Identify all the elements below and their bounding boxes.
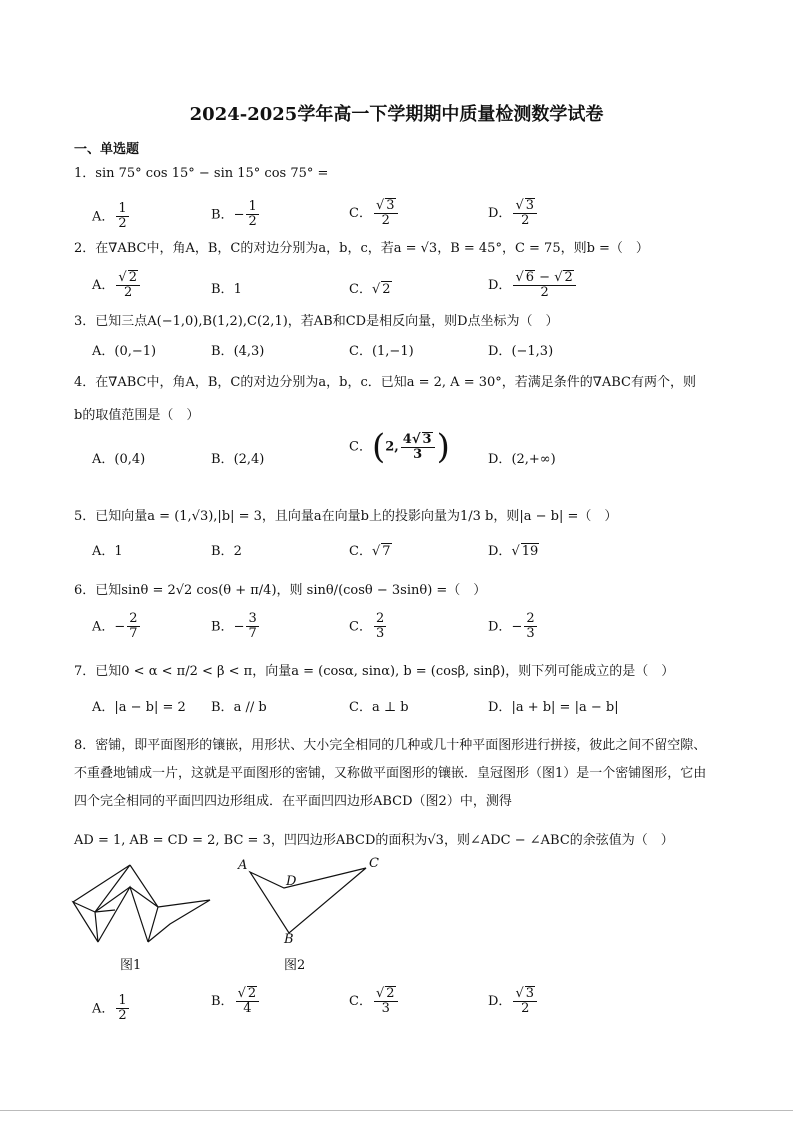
q5-option-d[interactable]: D．√ 19 [488,544,539,559]
q1-option-d[interactable]: D． $\frac{√ 3}{2}$ [488,198,539,229]
q1-option-b[interactable]: B．− $\frac{1}{2}$ [211,199,257,230]
question-stem: 已知0 < α < π/2 < β < π，向量a = (cosα, sinα), b = (cosβ, sinβ)，则下列可能成立的是（ ） [95,664,675,679]
q2-option-d[interactable]: D． $\frac{√ 6 - √ 2}{2}$ [488,270,578,301]
crown-piece-7 [148,907,158,942]
q4-option-c[interactable]: C．(2, $\frac{4√ 3}{3}$ ) [349,427,450,467]
q5-option-b[interactable]: B．2 [211,544,242,559]
q7-option-b[interactable]: B．a // b [211,700,267,715]
question-stem: 已知向量a = (1,√3),|b| = 3，且向量a在向量b上的投影向量为1/3 b，则|a − b| =（ ） [95,509,618,524]
q6-option-c[interactable]: C． $\frac{2}{3}$ [349,611,385,642]
page-title: 2024-2025学年高一下学期期中质量检测数学试卷 [189,104,604,125]
q4-option-b[interactable]: B．(2,4) [211,452,265,467]
point-a-label: A [238,858,248,873]
q7-option-a[interactable]: A．|a − b| = 2 [92,700,186,715]
point-d-label: D [286,874,297,889]
q5-option-c[interactable]: C．√ 7 [349,544,391,559]
q7-option-d[interactable]: D．|a + b| = |a − b| [488,700,619,715]
q3-option-a[interactable]: A．(0,−1) [92,344,157,359]
q4-option-d[interactable]: D．(2,+∞) [488,452,556,467]
q1-option-a[interactable]: A． $\frac{1}{2}$ [92,201,127,232]
question-7: 7．已知0 < α < π/2 < β < π，向量a = (cosα, sinα), b = (cosβ, sinβ)，则下列可能成立的是（ ） [74,664,675,679]
question-6: 6．已知sinθ = 2√2 cos(θ + π/4)，则 sinθ/(cosθ − 3sinθ) =（ ） [74,583,487,598]
q7-option-c[interactable]: C．a ⊥ b [349,700,409,715]
q6-option-a[interactable]: A．− $\frac{2}{7}$ [92,611,138,642]
question-stem: 在∇ABC中，角A，B，C的对边分别为a，b，c，若a = √3，B = 45°，C = 75，则b =（ ） [95,241,649,256]
figure-1-label: 图1 [120,958,142,973]
q2-option-b[interactable]: B．1 [211,282,242,297]
crown-piece-2 [73,865,130,912]
question-2: 2．在∇ABC中，角A，B，C的对边分别为a，b，c，若a = √3，B = 45°，C = 75，则b =（ ） [74,241,649,256]
q1-option-c[interactable]: C． $\frac{√ 3}{2}$ [349,198,400,229]
question-8-condition: AD = 1, AB = CD = 2, BC = 3，凹四边形ABCD的面积为√3，则∠ADC − ∠ABC的余弦值为（ ） [74,833,674,848]
question-3: 3．已知三点A(−1,0),B(1,2),C(2,1)，若AB和CD是相反向量，则D点坐标为（ ） [74,314,559,329]
q8-option-c[interactable]: C． $\frac{√ 2}{3}$ [349,986,400,1017]
figure-2-label: 图2 [284,958,306,973]
question-1 [74,162,328,181]
q6-option-b[interactable]: B．− $\frac{3}{7}$ [211,611,257,642]
q3-option-c[interactable]: C．(1,−1) [349,344,414,359]
q3-option-b[interactable]: B．(4,3) [211,344,265,359]
q2-option-a[interactable]: A． $\frac{√ 2}{2}$ [92,270,142,301]
q6-option-d[interactable]: D．− $\frac{2}{3}$ [488,611,535,642]
question-stem: 已知三点A(−1,0),B(1,2),C(2,1)，若AB和CD是相反向量，则D点坐标为（ ） [95,314,559,329]
question-stem: 已知sinθ = 2√2 cos(θ + π/4)，则 sinθ/(cosθ − 3sinθ) =（ ） [95,583,487,598]
section-heading: 一、单选题 [74,142,140,157]
q3-option-d[interactable]: D．(−1,3) [488,344,554,359]
question-5: 5．已知向量a = (1,√3),|b| = 3，且向量a在向量b上的投影向量为1/3 b，则|a − b| =（ ） [74,509,618,524]
point-b-label: B [284,932,294,947]
q5-option-a[interactable]: A．1 [92,544,123,559]
question-stem: sin 75° cos 15° − sin 15° cos 75° = [95,166,329,181]
q8-option-b[interactable]: B． $\frac{√ 2}{4}$ [211,986,261,1017]
crown-piece-4 [98,887,148,942]
question-4-line1: 4．在∇ABC中，角A，B，C的对边分别为a，b，c．已知a = 2, A = 30°，若满足条件的∇ABC有两个，则 [74,375,696,390]
page-bottom-rule [0,1110,793,1111]
crown-figure [70,862,220,947]
quadrilateral-outline [250,868,366,933]
quadrilateral-figure [234,856,384,948]
question-number: 1． [74,166,96,181]
question-4-line2: b的取值范围是（ ） [74,408,200,423]
q8-option-a[interactable]: A． $\frac{1}{2}$ [92,993,127,1024]
crown-piece-1 [73,902,98,942]
point-c-label: C [369,856,379,871]
crown-piece-3 [95,865,158,912]
question-stem: 在∇ABC中，角A，B，C的对边分别为a，b，c．已知a = 2, A = 30°，若满足条件的∇ABC有两个，则 [95,375,696,390]
q4-option-a[interactable]: A．(0,4) [92,452,146,467]
q2-option-c[interactable]: C．√ 2 [349,282,391,297]
q8-option-d[interactable]: D． $\frac{√ 3}{2}$ [488,986,539,1017]
question-8-paragraph: 8．密铺，即平面图形的镶嵌，用形状、大小完全相同的几种或几十种平面图形进行拼接，彼此之间不留空隙、不重叠地铺成一片，这就是平面图形的密铺，又称做平面图形的镶嵌．皇冠图形（图1）是一个密铺图形，它由四个完全相同的平面凹四边形组成．在平面凹四边形ABCD（图2）中，测得 [74,738,707,809]
